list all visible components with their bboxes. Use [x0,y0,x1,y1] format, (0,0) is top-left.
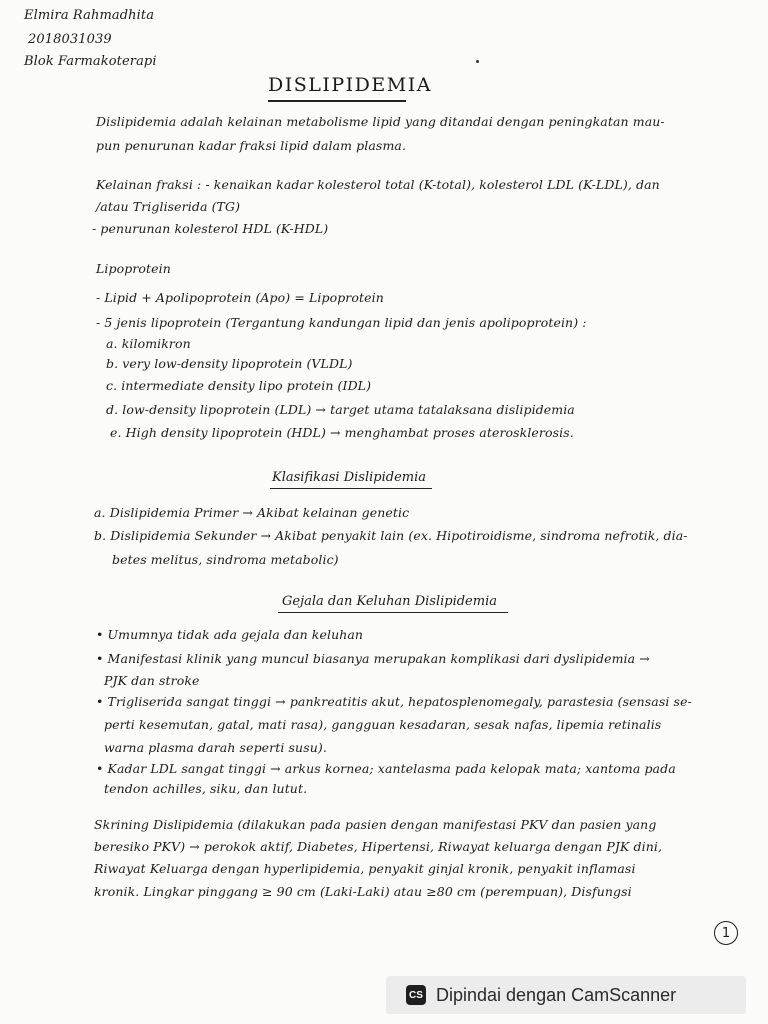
skrining-line: kronik. Lingkar pinggang ≥ 90 cm (Laki-Laki) atau ≥80 cm (perempuan), Disfungsi [94,884,632,899]
klasifikasi-underline [270,488,432,489]
gejala-line: PJK dan stroke [104,673,200,688]
klasifikasi-line: a. Dislipidemia Primer → Akibat kelainan genetic [94,505,410,520]
student-id: 2018031039 [28,32,112,47]
klasifikasi-line: betes melitus, sindroma metabolic) [112,552,339,567]
lipoprotein-item: a. kilomikron [106,336,191,351]
lipoprotein-item: e. High density lipoprotein (HDL) → menghambat proses aterosklerosis. [110,425,574,440]
intro-line: pun penurunan kadar fraksi lipid dalam plasma. [96,138,407,153]
kelainan-line: - penurunan kolesterol HDL (K-HDL) [92,221,329,236]
gejala-underline [278,612,508,613]
gejala-line: • Trigliserida sangat tinggi → pankreatitis akut, hepatosplenomegaly, parastesia (sensasi se- [96,694,692,709]
gejala-line: tendon achilles, siku, dan lutut. [104,781,308,796]
gejala-heading: Gejala dan Keluhan Dislipidemia [282,594,497,609]
ink-dot [476,60,479,63]
gejala-line: • Umumnya tidak ada gejala dan keluhan [96,627,364,642]
skrining-line: beresiko PKV) → perokok aktif, Diabetes, Hipertensi, Riwayat keluarga dengan PJK dini, [94,839,663,854]
klasifikasi-line: b. Dislipidemia Sekunder → Akibat penyakit lain (ex. Hipotiroidisme, sindroma nefrotik, dia- [94,528,688,543]
camscanner-watermark [386,976,746,1014]
gejala-line: warna plasma darah seperti susu). [104,740,327,755]
intro-line: Dislipidemia adalah kelainan metabolisme lipid yang ditandai dengan peningkatan mau- [96,114,665,129]
block-name: Blok Farmakoterapi [24,54,157,69]
kelainan-line: Kelainan fraksi : - kenaikan kadar kolesterol total (K-total), kolesterol LDL (K-LDL), dan [96,177,660,192]
gejala-line: perti kesemutan, gatal, mati rasa), gangguan kesadaran, sesak nafas, lipemia retinalis [104,717,662,732]
lipoprotein-heading: Lipoprotein [96,261,171,276]
author-name: Elmira Rahmadhita [24,8,155,23]
title-underline [268,100,406,102]
lipoprotein-item: b. very low-density lipoprotein (VLDL) [106,356,353,371]
skrining-line: Skrining Dislipidemia (dilakukan pada pasien dengan manifestasi PKV dan pasien yang [94,817,657,832]
gejala-line: • Manifestasi klinik yang muncul biasanya merupakan komplikasi dari dyslipidemia → [96,651,650,666]
lipoprotein-item: d. low-density lipoprotein (LDL) → target utama tatalaksana dislipidemia [106,402,575,417]
camscanner-icon: CS [406,985,426,1005]
skrining-line: Riwayat Keluarga dengan hyperlipidemia, penyakit ginjal kronik, penyakit inflamasi [94,861,636,876]
gejala-line: • Kadar LDL sangat tinggi → arkus kornea; xantelasma pada kelopak mata; xantoma pada [96,761,676,776]
klasifikasi-heading: Klasifikasi Dislipidemia [272,470,427,485]
kelainan-line: /atau Trigliserida (TG) [96,199,241,214]
lipoprotein-line: - 5 jenis lipoprotein (Tergantung kandungan lipid dan jenis apolipoprotein) : [96,315,587,330]
lipoprotein-line: - Lipid + Apolipoprotein (Apo) = Lipoprotein [96,290,384,305]
page-number: 1 [714,921,738,945]
lipoprotein-item: c. intermediate density lipo protein (IDL) [106,378,372,393]
page-title: DISLIPIDEMIA [268,74,432,96]
camscanner-text: Dipindai dengan CamScanner [436,984,677,1005]
